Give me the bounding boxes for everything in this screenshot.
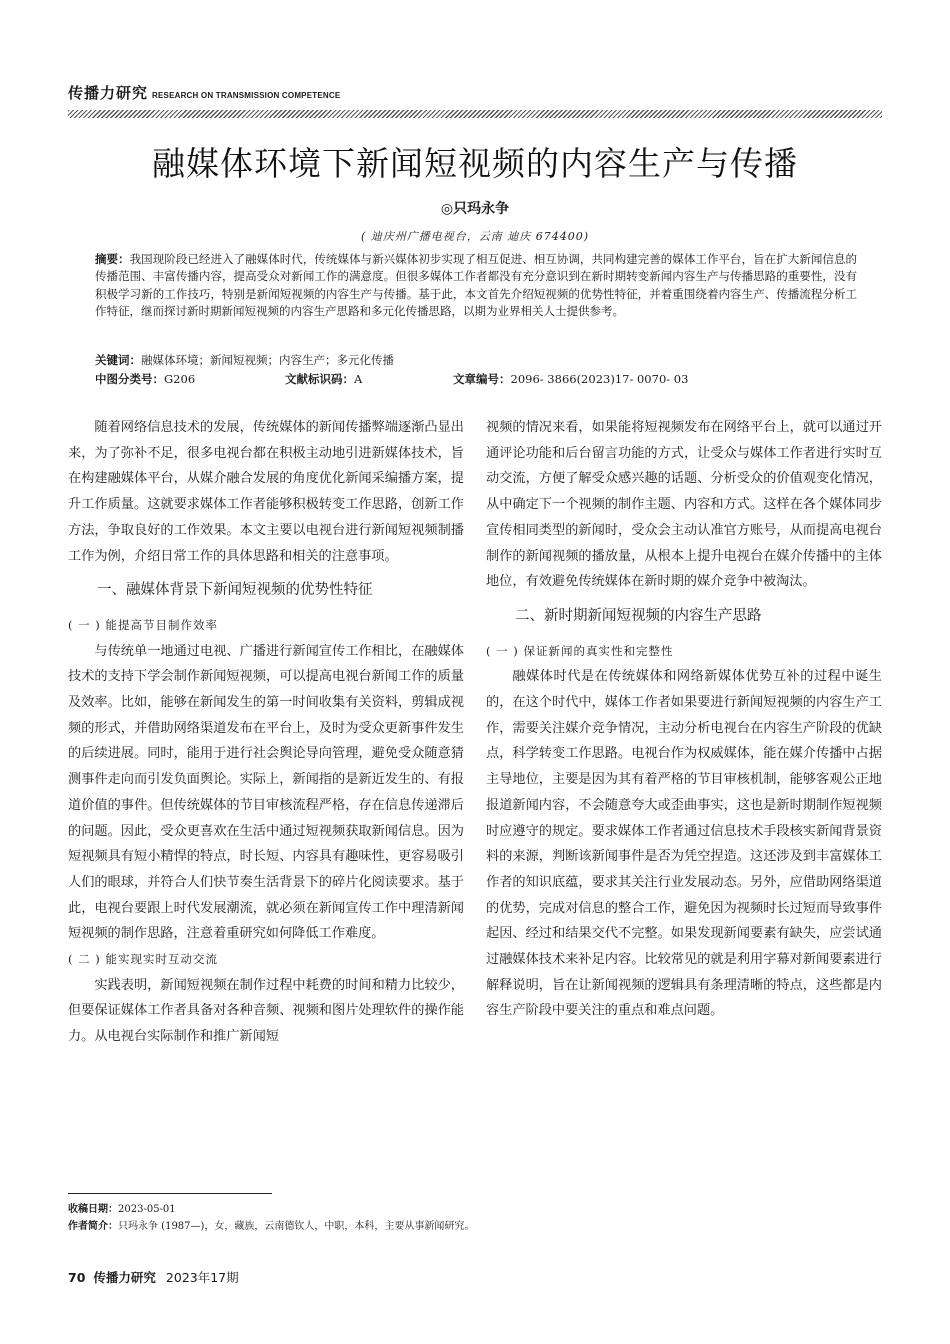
page-number: 70 — [68, 1270, 86, 1285]
journal-name-en: RESEARCH ON TRANSMISSION COMPETENCE — [152, 91, 341, 100]
received-label: 收稿日期： — [68, 1204, 118, 1215]
intro-paragraph: 随着网络信息技术的发展，传统媒体的新闻传播弊端逐渐凸显出来，为了弥补不足，很多电视台都在积极主动地引进新媒体技术，旨在构建融媒体平台，从媒介融合发展的角度优化新闻采编播方案，提升工作质量。这就要求媒体工作者能够积极转变工作思路，创新工作方法，争取良好的工作效果。本文主要以电视台进行新闻短视频制播工作为例，介绍日常工作的具体思路和相关的注意事项。 — [68, 420, 464, 564]
subsection-heading-1-1: ( 一 ) 能提高节目制作效率 — [68, 617, 218, 632]
body-column-right — [486, 415, 882, 1024]
doc-label: 文献标识码： — [285, 372, 354, 386]
running-header — [68, 82, 882, 104]
page-footer — [68, 1268, 239, 1286]
subsection-heading-2-1: ( 一 ) 保证新闻的真实性和完整性 — [486, 643, 674, 658]
footer-issue: 2023年17期 — [165, 1270, 239, 1285]
abstract — [95, 251, 857, 320]
subsection-heading-1-2: ( 二 ) 能实现实时互动交流 — [68, 952, 218, 967]
author-affiliation: ( 迪庆州广播电视台，云南 迪庆 674400) — [360, 230, 590, 243]
body-paragraph: 实践表明，新闻短视频在制作过程中耗费的时间和精力比较少，但要保证媒体工作者具备对各种音频、视频和图片处理软件的操作能力。从电视台实际制作和推广新闻短 — [68, 977, 464, 1045]
author-name: ◎只玛永争 — [440, 201, 510, 217]
body-paragraph: 与传统单一地通过电视、广播进行新闻宣传工作相比，在融媒体技术的支持下学会制作新闻短视频，可以提高电视台新闻工作的质量及效率。比如，能够在新闻发生的第一时间收集有关资料，剪辑成视频的形式，并借助网络渠道发布在平台上，及时为受众更新事件发生的后续进展。同时，能用于进行社会舆论导向管理，避免受众随意猜测事件走向而引发负面舆论。实际上，新闻指的是新近发生的、有报道价值的事件。但传统媒体的节目审核流程严格，存在信息传递滞后的问题。因此，受众更喜欢在生活中通过短视频获取新闻信息。因为短视频具有短小精悍的特点，时长短、内容具有趣味性，更容易吸引人们的眼球，并符合人们快节奏生活背景下的碎片化阅读要求。基于此，电视台要跟上时代发展潮流，就必须在新闻宣传工作中理清新闻短视频的制作思路，注意着重研究如何降低工作难度。 — [68, 643, 464, 942]
doc-value: A — [354, 372, 363, 386]
received-date — [68, 1202, 882, 1218]
clc-label: 中图分类号： — [95, 372, 164, 386]
body-paragraph: 融媒体时代是在传统媒体和网络新媒体优势互补的过程中诞生的，在这个时代中，媒体工作者如果要进行新闻短视频的内容生产工作，需要关注媒介竞争情况，主动分析电视台在内容生产阶段的优缺点，科学转变工作思路。电视台作为权威媒体，能在媒介传播中占据主导地位，主要是因为其有着严格的节目审核机制，能够客观公正地报道新闻内容，不会随意夸大或歪曲事实，这也是新时期制作短视频时应遵守的规定。要求媒体工作者通过信息技术手段核实新闻背景资料的来源，判断该新闻事件是否为凭空捏造。这还涉及到丰富媒体工作者的知识底蕴，要求其关注行业发展动态。另外，应借助网络渠道的优势，完成对信息的整合工作，避免因为视频时长过短而导致事件起因、经过和结果交代不完整。如果发现新闻要素有缺失，应尝试通过融媒体技术来补足内容。比较常见的就是利用字幕对新闻要素进行解释说明，旨在让新闻视频的逻辑具有条理清晰的特点，这些都是内容生产阶段中要关注的重点和难点问题。 — [486, 669, 882, 1019]
keywords-label: 关键词： — [95, 353, 141, 367]
section-heading-2: 二、新时期新闻短视频的内容生产思路 — [515, 607, 762, 624]
received-value: 2023-05-01 — [118, 1204, 176, 1215]
section-heading-1: 一、融媒体背景下新闻短视频的优势性特征 — [97, 582, 373, 599]
footnote-rule — [68, 1193, 272, 1194]
author-bio — [68, 1219, 882, 1235]
abstract-label: 摘要： — [95, 252, 130, 266]
keywords — [95, 352, 857, 369]
classification-meta — [95, 371, 857, 388]
clc-value: G206 — [164, 372, 196, 386]
header-hatch-rule — [68, 110, 882, 118]
keywords-text: 融媒体环境；新闻短视频；内容生产；多元化传播 — [141, 353, 394, 367]
author-bio-label: 作者简介： — [68, 1221, 118, 1232]
clc-number — [95, 371, 195, 387]
author-bio-text: 只玛永争 (1987—)，女，藏族，云南德钦人，中职，本科，主要从事新闻研究。 — [118, 1221, 475, 1232]
document-code — [285, 371, 362, 387]
body-column-left — [68, 415, 464, 1050]
article-number — [453, 371, 688, 387]
journal-name-cn: 传播力研究 — [68, 84, 149, 102]
footer-journal-name: 传播力研究 — [93, 1270, 156, 1285]
article-label: 文章编号： — [453, 372, 511, 386]
body-paragraph-continued: 视频的情况来看，如果能将短视频发布在网络平台上，就可以通过开通评论功能和后台留言功能的方式，让受众与媒体工作者进行实时互动交流，方便了解受众感兴趣的话题、分析受众的价值观变化情况，从中确定下一个视频的制作主题、内容和方式。这样在各个媒体同步宣传相同类型的新闻时，受众会主动认准官方账号，从而提高电视台制作的新闻视频的播放量，从根本上提升电视台在媒介传播中的主体地位，有效避免传统媒体在新时期的媒介竞争中被淘汰。 — [486, 420, 882, 590]
abstract-text: 我国现阶段已经进入了融媒体时代，传统媒体与新兴媒体初步实现了相互促进、相互协调，共同构建完善的媒体工作平台，旨在扩大新闻信息的传播范围、丰富传播内容，提高受众对新闻工作的满意度。但很多媒体工作者都没有充分意识到在新时期转变新闻内容生产与传播思路的重要性，没有积极学习新的工作技巧，特别是新闻短视频的内容生产与传播。基于此，本文首先介绍短视频的优势性特征，并着重围绕着内容生产、传播流程分析工作特征，继而探讨新时期新闻短视频的内容生产思路和多元化传播思路，以期为业界相关人士提供参考。 — [95, 252, 857, 318]
article-title: 融媒体环境下新闻短视频的内容生产与传播 — [152, 144, 798, 183]
article-value: 2096- 3866(2023)17- 0070- 03 — [510, 372, 689, 386]
